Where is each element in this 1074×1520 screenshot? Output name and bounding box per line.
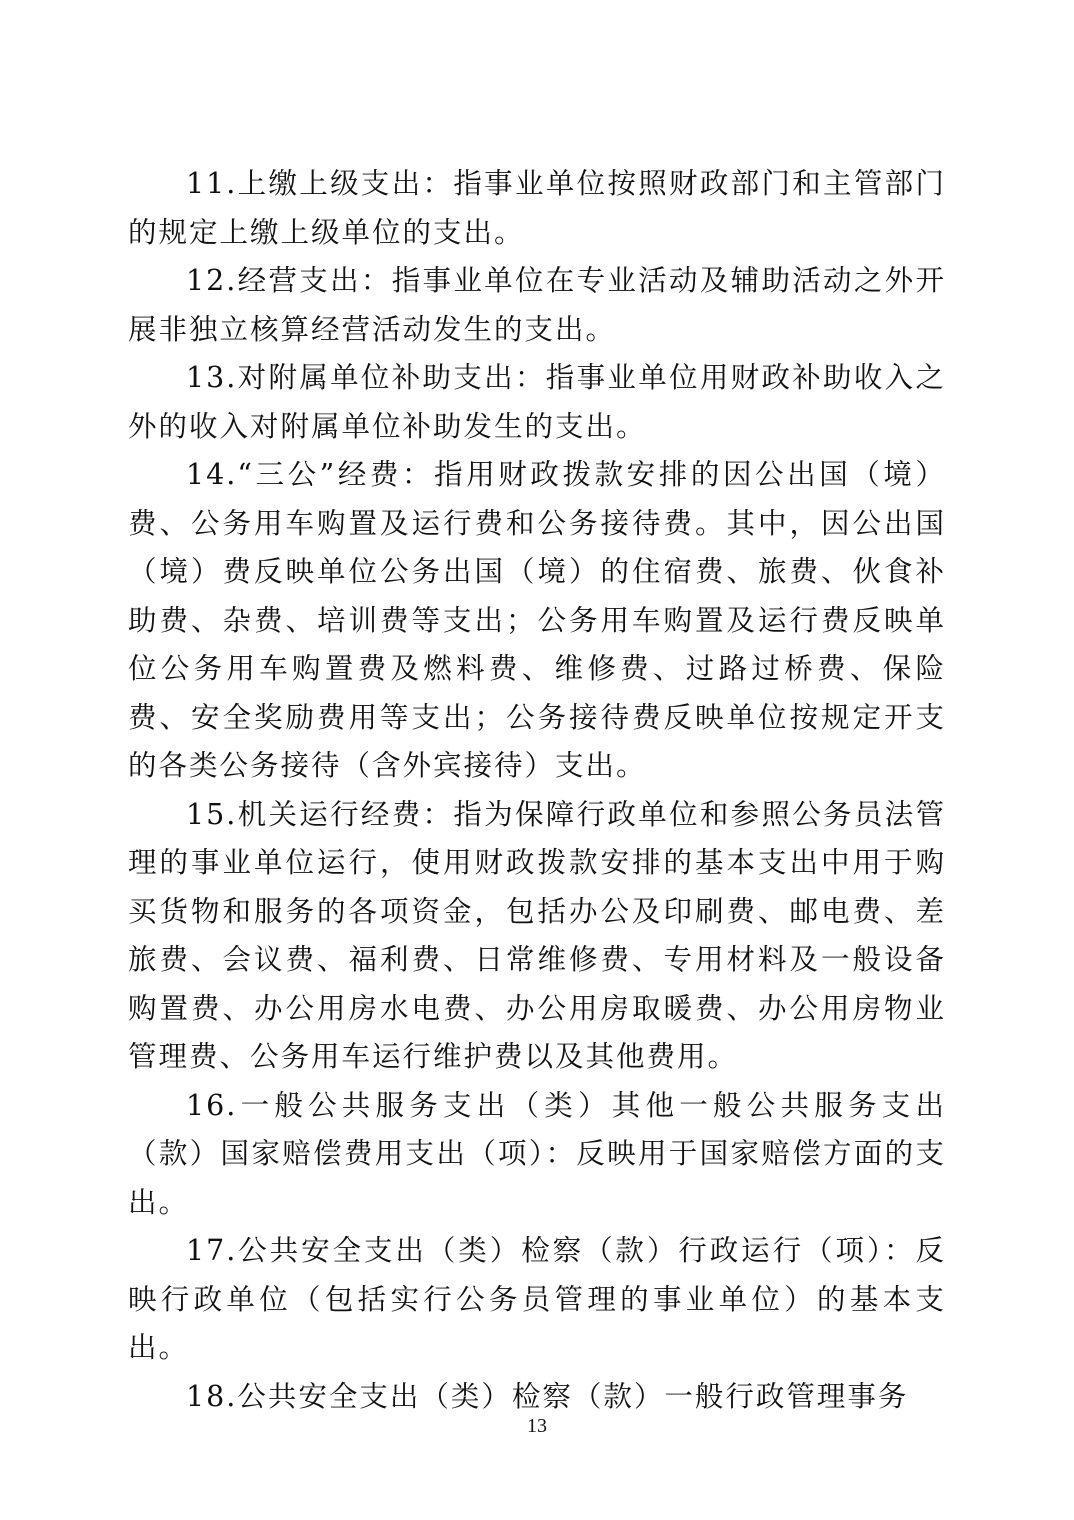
paragraph-15: 15.机关运行经费：指为保障行政单位和参照公务员法管理的事业单位运行，使用财政拨款安排的基本支出中用于购买货物和服务的各项资金，包括办公及印刷费、邮电费、差旅费、会议费、福利费、日常维修费、专用材料及一般设备购置费、办公用房水电费、办公用房取暖费、办公用房物业管理费、公务用车运行维护费以及其他费用。: [128, 797, 946, 1073]
paragraph-11: 11.上缴上级支出：指事业单位按照财政部门和主管部门的规定上缴上级单位的支出。: [128, 167, 946, 249]
paragraph-18: 18.公共安全支出（类）检察（款）一般行政管理事务: [186, 1379, 909, 1413]
page-number: 13: [527, 1415, 547, 1437]
paragraph-17: 17.公共安全支出（类）检察（款）行政运行（项）：反映行政单位（包括实行公务员管理的事业单位）的基本支出。: [128, 1234, 946, 1364]
paragraph-13: 13.对附属单位补助支出：指事业单位用财政补助收入之外的收入对附属单位补助发生的支出。: [128, 361, 946, 443]
paragraph-16: 16.一般公共服务支出（类）其他一般公共服务支出（款）国家赔偿费用支出（项）：反映用于国家赔偿方面的支出。: [128, 1088, 946, 1219]
paragraph-14: 14.“三公”经费：指用财政拨款安排的因公出国（境）费、公务用车购置及运行费和公务接待费。其中，因公出国（境）费反映单位公务出国（境）的住宿费、旅费、伙食补助费、杂费、培训费等支出；公务用车购置及运行费反映单位公务用车购置费及燃料费、维修费、过路过桥费、保险费、安全奖励费用等支出；公务接待费反映单位按规定开支的各类公务接待（含外宾接待）支出。: [128, 458, 946, 782]
body-text: [128, 160, 946, 1421]
paragraph-12: 12.经营支出：指事业单位在专业活动及辅助活动之外开展非独立核算经营活动发生的支出。: [128, 264, 946, 346]
